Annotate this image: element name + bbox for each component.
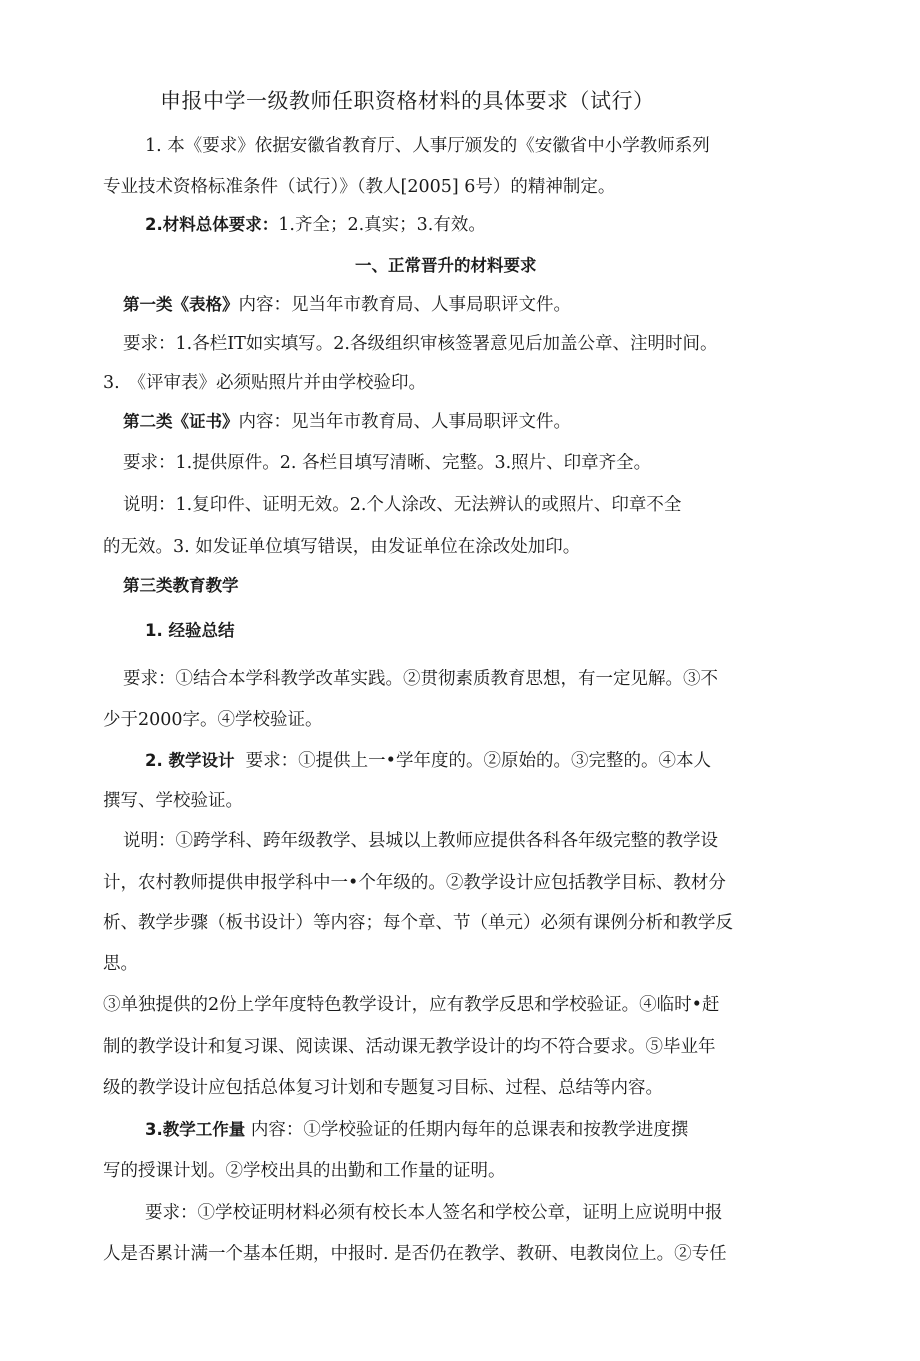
category-1-requirement: 要求：1.各栏IT如实填写。2.各级组织审核签署意见后加盖公章、注明时间。 bbox=[123, 334, 718, 354]
item-1-title: 1. 经验总结 bbox=[145, 621, 235, 640]
item-1-requirement-line-1: 要求：①结合本学科教学改革实践。②贯彻素质教育思想，有一定见解。③不 bbox=[123, 669, 718, 689]
section-heading: 一、正常晋升的材料要求 bbox=[355, 256, 537, 275]
item-3-content-line-2: 写的授课计划。②学校出具的出勤和工作量的证明。 bbox=[103, 1161, 506, 1181]
paragraph-2 bbox=[145, 214, 486, 236]
item-2-note-line-1: 说明：①跨学科、跨年级教学、县城以上教师应提供各科各年级完整的教学设 bbox=[123, 831, 718, 851]
category-2-note-line-2: 的无效。3. 如发证单位填写错误，由发证单位在涂改处加印。 bbox=[103, 537, 581, 557]
item-3-title: 3.教学工作量 bbox=[145, 1120, 246, 1139]
category-2-heading bbox=[123, 411, 571, 433]
paragraph-1-line-1: 1. 本《要求》依据安徽省教育厅、人事厅颁发的《安徽省中小学教师系列 bbox=[145, 136, 710, 156]
item-2-note-line-2: 计，农村教师提供申报学科中一•个年级的。②教学设计应包括教学目标、教材分 bbox=[103, 873, 726, 893]
item-2-note-line-7: 级的教学设计应包括总体复习计划和专题复习目标、过程、总结等内容。 bbox=[103, 1078, 663, 1098]
item-2-note-line-6: 制的教学设计和复习课、阅读课、活动课无教学设计的均不符合要求。⑤毕业年 bbox=[103, 1037, 716, 1057]
item-2-note-line-5: ③单独提供的2份上学年度特色教学设计，应有教学反思和学校验证。④临时•赶 bbox=[103, 995, 720, 1015]
item-2-requirement-line-1: 要求：①提供上一•学年度的。②原始的。③完整的。④本人 bbox=[245, 751, 711, 771]
category-1-content: 内容：见当年市教育局、人事局职评文件。 bbox=[238, 295, 571, 315]
category-2-label: 第二类《证书》 bbox=[123, 412, 239, 431]
category-3-heading: 第三类教育教学 bbox=[123, 576, 239, 595]
page-title: 申报中学一级教师任职资格材料的具体要求（试行） bbox=[160, 89, 655, 113]
paragraph-2-text: 1.齐全；2.真实；3.有效。 bbox=[278, 215, 486, 235]
category-2-content: 内容：见当年市教育局、人事局职评文件。 bbox=[238, 412, 571, 432]
item-2-note-line-3: 析、教学步骤（板书设计）等内容；每个章、节（单元）必须有课例分析和教学反 bbox=[103, 913, 733, 933]
category-2-note-line-1: 说明：1.复印件、证明无效。2.个人涂改、无法辨认的或照片、印章不全 bbox=[123, 495, 682, 515]
item-3-heading bbox=[145, 1119, 688, 1141]
item-2-requirement-line-2: 撰写、学校验证。 bbox=[103, 791, 243, 811]
item-1-requirement-line-2: 少于2000字。④学校验证。 bbox=[103, 710, 323, 730]
item-3-requirement-line-2: 人是否累计满一个基本任期，中报时. 是否仍在教学、教研、电教岗位上。②专任 bbox=[103, 1244, 727, 1264]
paragraph-1-line-2: 专业技术资格标准条件（试行）》（教人[2005] 6号）的精神制定。 bbox=[103, 177, 616, 197]
item-2-heading bbox=[145, 750, 711, 772]
category-1-heading bbox=[123, 294, 571, 316]
category-2-requirement: 要求：1.提供原件。2. 各栏目填写清晰、完整。3.照片、印章齐全。 bbox=[123, 453, 652, 473]
paragraph-2-label: 2.材料总体要求： bbox=[145, 215, 279, 234]
item-2-title: 2. 教学设计 bbox=[145, 751, 235, 770]
category-1-requirement-3: 3. 《评审表》必须贴照片并由学校验印。 bbox=[103, 373, 426, 393]
item-3-requirement-line-1: 要求：①学校证明材料必须有校长本人签名和学校公章，证明上应说明中报 bbox=[145, 1203, 723, 1223]
item-2-note-line-4: 思。 bbox=[103, 954, 138, 974]
category-1-label: 第一类《表格》 bbox=[123, 295, 239, 314]
item-3-content-line-1: 内容：①学校验证的任期内每年的总课表和按教学进度撰 bbox=[250, 1120, 689, 1140]
